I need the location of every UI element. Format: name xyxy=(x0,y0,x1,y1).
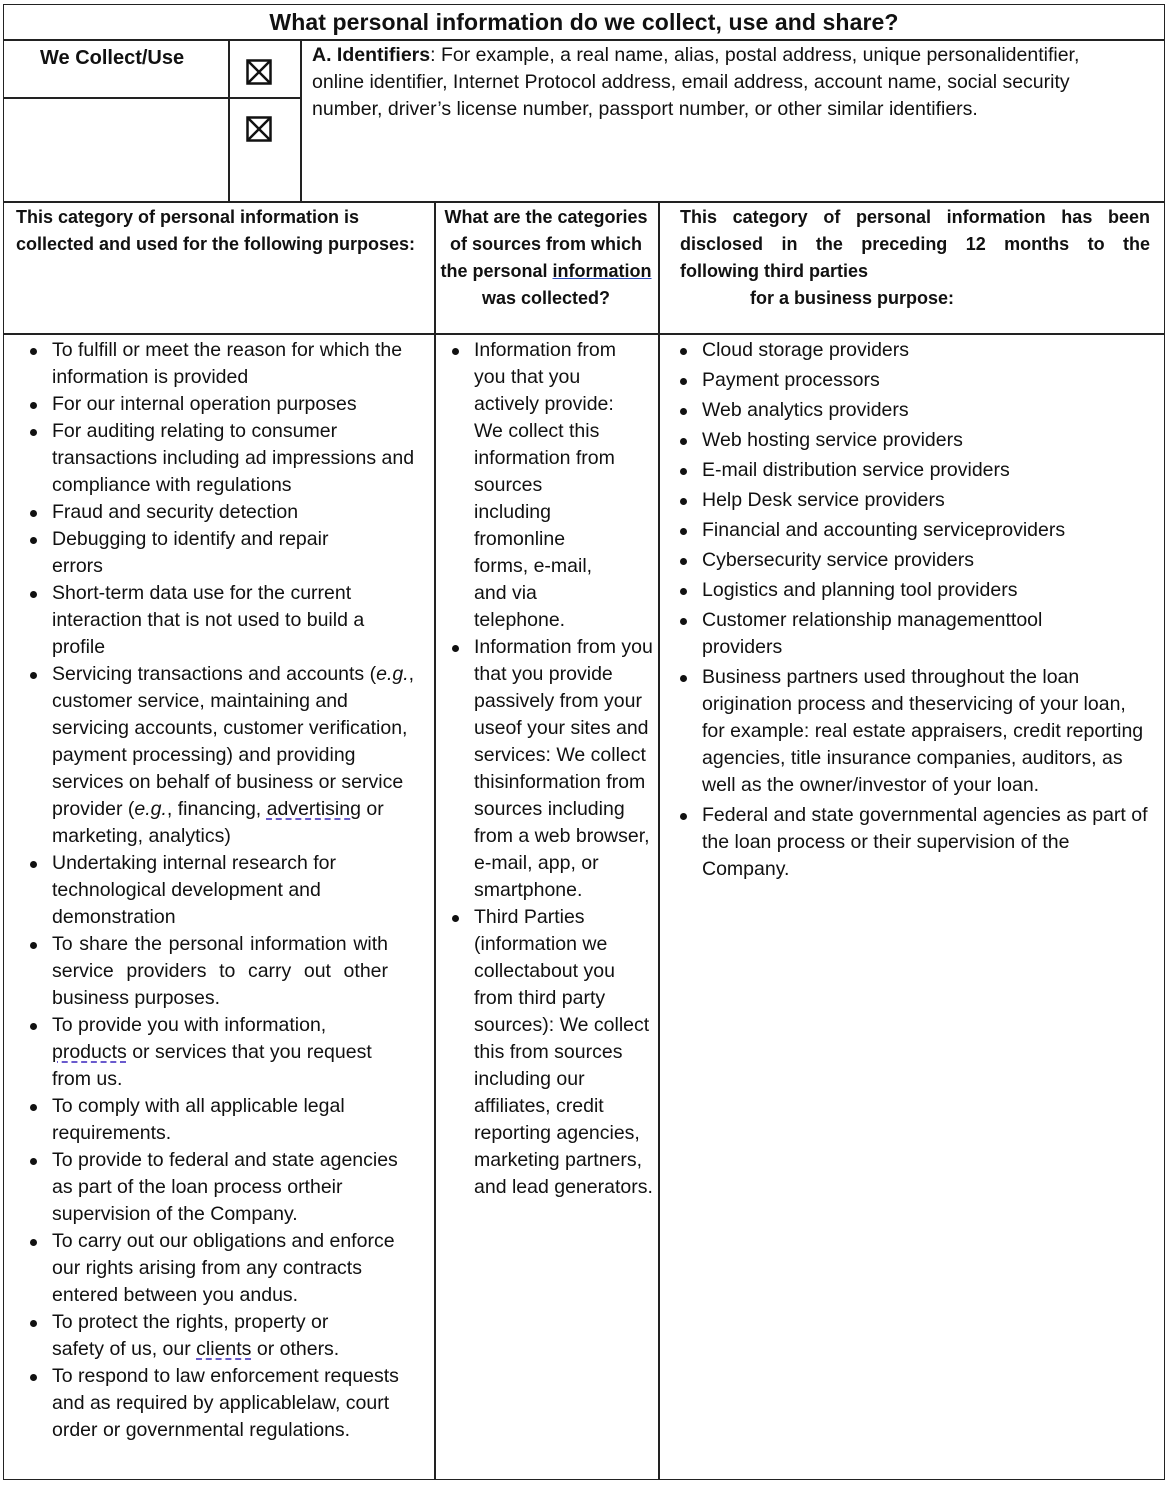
list-item-text: To provide you with information, xyxy=(52,1014,327,1036)
disclosed-header-line: for a business purpose: xyxy=(750,288,955,308)
purposes-header: This category of personal information is collected and used for the following purposes: xyxy=(16,207,416,254)
list-item: To carry out our obligations and enforce our rights arising from any contracts entered between you andus. xyxy=(24,1228,416,1309)
divider xyxy=(228,39,230,202)
disclosed-header xyxy=(680,204,1150,312)
list-item-text: or services that you request from us. xyxy=(52,1041,372,1090)
spelling-flag-advertising: advertising xyxy=(266,798,361,820)
disclosed-header-line: disclosed in the preceding 12 months to the xyxy=(680,234,1150,254)
identifiers-heading: A. Identifiers xyxy=(312,44,431,66)
identifiers-description xyxy=(312,42,1132,123)
list-item-text: Servicing transactions and accounts ( xyxy=(52,663,377,685)
sources-header-text: What are the categories of sources from which the personal xyxy=(440,207,648,281)
page-title: What personal information do we collect, use and share? xyxy=(269,9,899,35)
list-item: To share the personal information with service providers to carry out other business purposes. xyxy=(24,931,416,1012)
divider xyxy=(3,39,1165,41)
list-item xyxy=(24,1309,416,1363)
checked-box-icon[interactable] xyxy=(246,116,272,142)
list-item: Cloud storage providers xyxy=(674,337,1152,364)
divider xyxy=(3,97,301,99)
sources-header-text-end: was collected? xyxy=(481,288,611,308)
divider xyxy=(3,333,1165,335)
list-item: Third Parties (information we collectabout you from third party sources): We collect this from sources including our affiliates, credit reporting agencies, marketing partners, and lead generators. xyxy=(446,904,654,1201)
list-item: Fraud and security detection xyxy=(24,499,416,526)
list-item: Web hosting service providers xyxy=(674,427,1152,454)
list-item: Undertaking internal research for technological development and demonstration xyxy=(24,850,416,931)
list-item: Short-term data use for the current interaction that is not used to build a profile xyxy=(24,580,416,661)
third-parties-list xyxy=(674,337,1152,886)
list-item: For auditing relating to consumer transactions including ad impressions and compliance with regulations xyxy=(24,418,416,499)
list-item: E-mail distribution service providers xyxy=(674,457,1152,484)
disclosed-header-line: This category of personal information has been xyxy=(680,207,1150,227)
list-item: To fulfill or meet the reason for which the information is provided xyxy=(24,337,416,391)
divider xyxy=(3,201,1165,203)
list-item: Information from you that you provide passively from your useof your sites and services: We collect thisinformation from sources including from a web browser, e-mail, app, or smartphone. xyxy=(446,634,654,904)
disclosed-header-line: following third parties xyxy=(680,261,868,281)
list-item-text: or others. xyxy=(251,1338,340,1360)
identifiers-text: : For example, a real name, alias, postal address, unique personalidentifier, online identifier, Internet Protocol address, email address, account name, social security number, driver’s license number, passport number, or other similar identifiers. xyxy=(312,44,1080,120)
list-item: To provide to federal and state agencies as part of the loan process ortheir supervision of the Company. xyxy=(24,1147,416,1228)
list-item-text: , customer service, maintaining and servicing accounts, customer verification, payment processing) and providing services on behalf of business or service provider ( xyxy=(52,663,415,820)
list-item-text: To protect the rights, property or safety of us, our xyxy=(52,1311,329,1360)
list-item: Federal and state governmental agencies as part of the loan process or their supervision of the Company. xyxy=(674,802,1152,883)
list-item: To comply with all applicable legal requirements. xyxy=(24,1093,416,1147)
divider xyxy=(300,39,302,202)
list-item: Cybersecurity service providers xyxy=(674,547,1152,574)
spelling-flag-clients: clients xyxy=(196,1338,252,1360)
list-item: Logistics and planning tool providers xyxy=(674,577,1152,604)
list-item: Business partners used throughout the loan origination process and theservicing of your loan, for example: real estate appraisers, credit reporting agencies, title insurance companies, auditors, as well as the owner/investor of your loan. xyxy=(674,664,1152,799)
sources-header xyxy=(440,204,652,312)
purposes-list xyxy=(24,337,416,1444)
list-item: Debugging to identify and repair errors xyxy=(24,526,416,580)
list-item: Help Desk service providers xyxy=(674,487,1152,514)
list-item-text: , financing, xyxy=(166,798,267,820)
sources-header-link: information xyxy=(552,261,652,281)
spelling-flag-products: products xyxy=(52,1041,127,1063)
list-item: To respond to law enforcement requests and as required by applicablelaw, court order or governmental regulations. xyxy=(24,1363,416,1444)
list-item-text: or marketing, analytics) xyxy=(52,798,384,847)
list-item xyxy=(24,661,416,850)
checked-box-icon[interactable] xyxy=(246,59,272,85)
list-item: Customer relationship managementtool providers xyxy=(674,607,1152,661)
divider xyxy=(434,201,436,1480)
list-item xyxy=(24,1012,416,1093)
list-item: Web analytics providers xyxy=(674,397,1152,424)
we-collect-label: We Collect/Use xyxy=(40,47,185,69)
list-item-text: e.g. xyxy=(376,663,409,685)
list-item: For our internal operation purposes xyxy=(24,391,416,418)
sources-list xyxy=(446,337,654,1201)
divider xyxy=(658,201,660,1480)
list-item: Information from you that you actively provide: We collect this information from sources including fromonline forms, e-mail, and via telephone. xyxy=(446,337,654,634)
list-item: Financial and accounting serviceproviders xyxy=(674,517,1152,544)
list-item: Payment processors xyxy=(674,367,1152,394)
list-item-text: e.g. xyxy=(134,798,167,820)
